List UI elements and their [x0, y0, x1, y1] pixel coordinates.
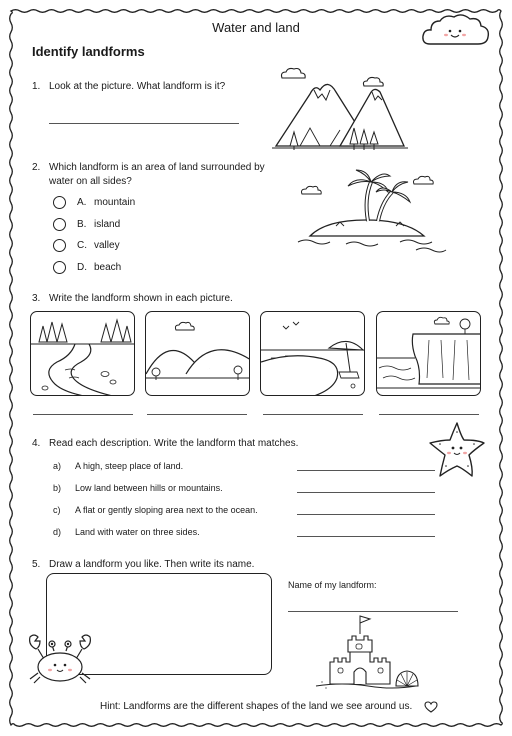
q2-option-b[interactable]: B. island [53, 218, 120, 231]
beach-picture [260, 311, 365, 396]
q4-item-a: a) A high, steep place of land. [53, 461, 184, 471]
q4-item-c: c) A flat or gently sloping area next to the ocean. [53, 505, 258, 515]
starfish-icon [426, 420, 488, 480]
q3-answer-line-1[interactable] [33, 414, 133, 415]
q1-answer-line[interactable] [49, 123, 239, 124]
q4-item-b: b) Low land between hills or mountains. [53, 483, 223, 493]
island-picture [296, 164, 448, 254]
q5-number: 5. [32, 559, 41, 570]
q5-text: Draw a landform you like. Then write its name. [49, 559, 255, 570]
q3-answer-line-2[interactable] [147, 414, 247, 415]
smiling-cloud-icon [420, 12, 492, 50]
q4-answer-line-c[interactable] [297, 514, 435, 515]
q4-text: Read each description. Write the landform that matches. [49, 438, 299, 449]
q2-text-line2: water on all sides? [49, 176, 132, 187]
q1-number: 1. [32, 81, 41, 92]
seashell-icon [394, 668, 420, 688]
q2-option-d[interactable]: D. beach [53, 261, 121, 274]
q4-answer-line-b[interactable] [297, 492, 435, 493]
q3-text: Write the landform shown in each picture. [49, 293, 233, 304]
q2-number: 2. [32, 162, 41, 173]
section-heading: Identify landforms [32, 44, 145, 59]
q1-text: Look at the picture. What landform is it? [49, 81, 226, 92]
q4-item-d: d) Land with water on three sides. [53, 527, 200, 537]
q3-number: 3. [32, 293, 41, 304]
q3-answer-line-4[interactable] [379, 414, 479, 415]
q2-option-a[interactable]: A. mountain [53, 196, 135, 209]
heart-icon [424, 701, 438, 713]
q4-number: 4. [32, 438, 41, 449]
q4-answer-line-d[interactable] [297, 536, 435, 537]
landform-name-label: Name of my landform: [288, 580, 377, 590]
q2-text-line1: Which landform is an area of land surrounded by [49, 162, 265, 173]
mountain-picture [270, 64, 410, 152]
cliff-picture [376, 311, 481, 396]
radio-circle-d[interactable] [53, 261, 66, 274]
hint-text: Hint: Landforms are the different shapes of the land we see around us. [100, 701, 413, 712]
q4-answer-line-a[interactable] [297, 470, 435, 471]
crab-icon [24, 633, 96, 687]
q2-option-c[interactable]: C. valley [53, 239, 120, 252]
valley-picture [145, 311, 250, 396]
radio-circle-c[interactable] [53, 239, 66, 252]
radio-circle-a[interactable] [53, 196, 66, 209]
river-picture [30, 311, 135, 396]
q3-answer-line-3[interactable] [263, 414, 363, 415]
page-title: Water and land [212, 20, 300, 35]
radio-circle-b[interactable] [53, 218, 66, 231]
